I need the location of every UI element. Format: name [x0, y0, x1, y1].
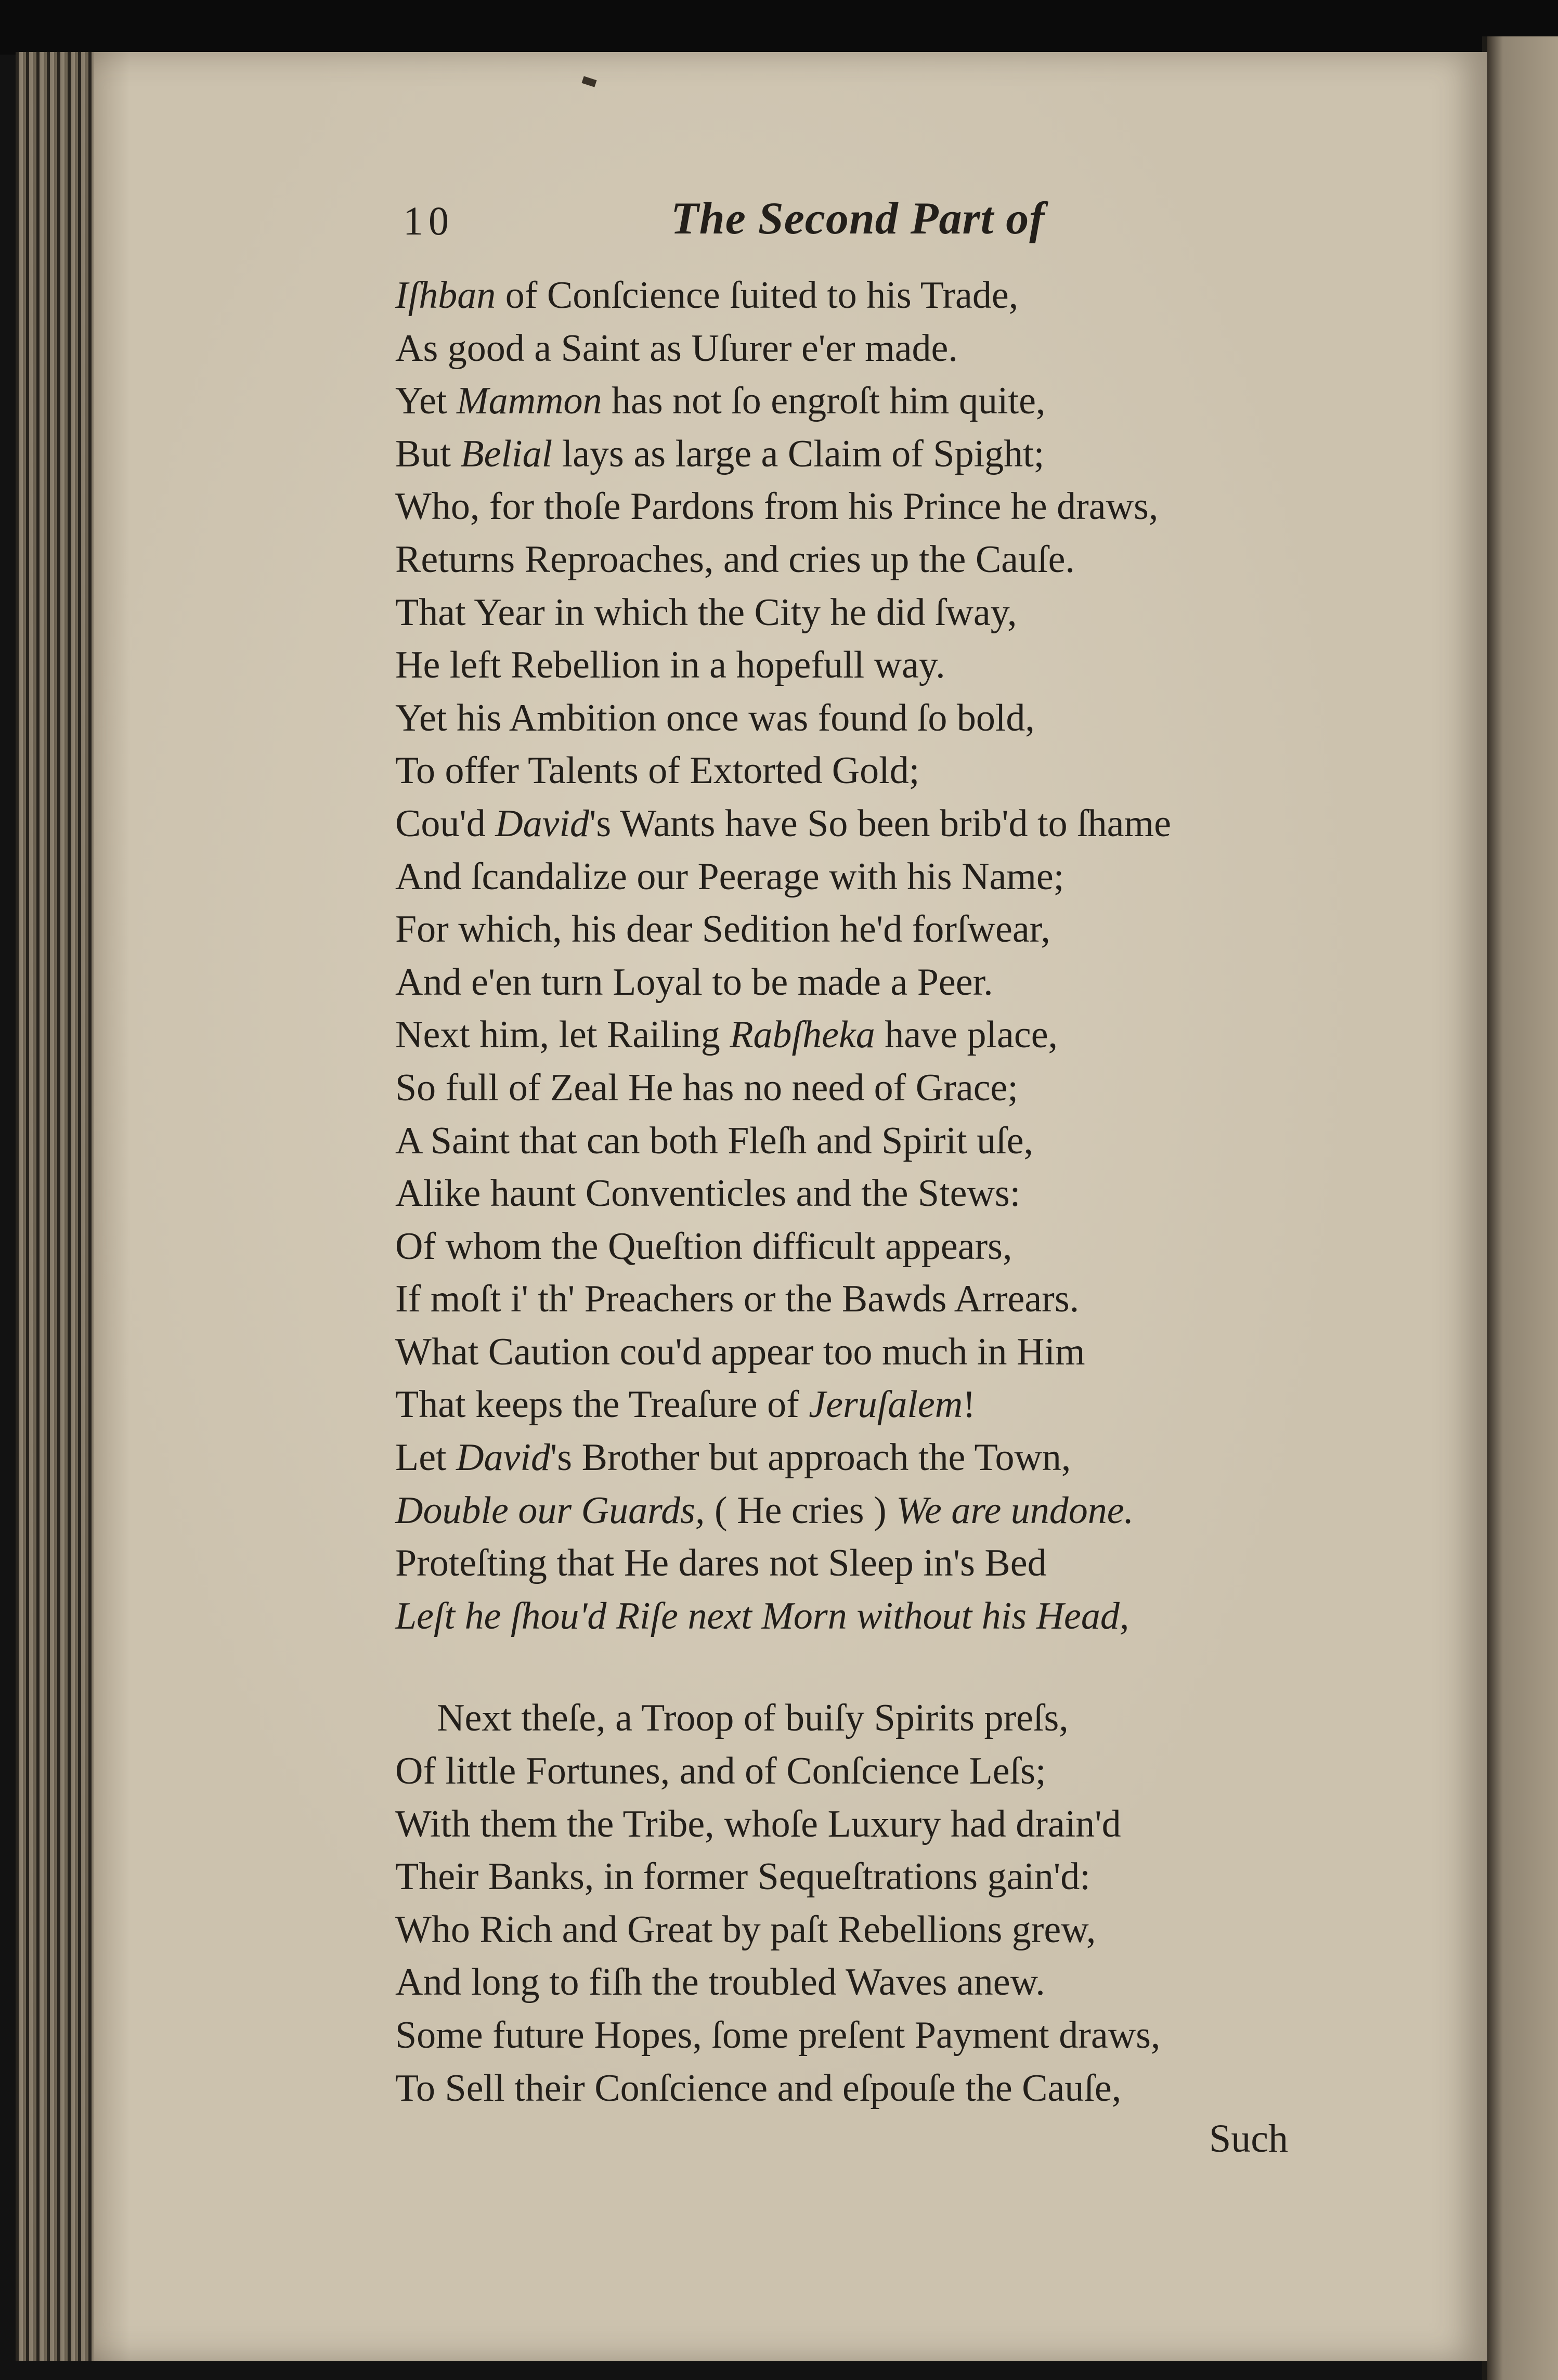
roman-text: Who Rich and Great by paſt Rebellions grew,: [395, 1908, 1096, 1951]
poem-line: [395, 1745, 1310, 1798]
poem-line: [395, 587, 1310, 640]
poem-line: [395, 1485, 1310, 1538]
italic-text: We are undone.: [896, 1489, 1134, 1532]
poem-line: [395, 745, 1310, 798]
italic-text: David: [495, 802, 590, 845]
poem-line: [395, 375, 1310, 428]
roman-text: But: [395, 432, 461, 475]
stanza-1: [395, 269, 1310, 1643]
poem-line: [395, 534, 1310, 587]
roman-text: has not ſo engroſt him quite,: [602, 380, 1046, 423]
roman-text: Cou'd: [395, 802, 496, 845]
poem-line: [395, 480, 1310, 534]
roman-text: Next theſe, a Troop of buiſy Spirits preſs,: [437, 1697, 1069, 1740]
poem-line: [395, 1904, 1310, 1957]
roman-text: Yet his Ambition once was found ſo bold,: [395, 696, 1035, 739]
poem-line: [395, 851, 1310, 904]
roman-text: Who, for thoſe Pardons from his Prince he draws,: [395, 485, 1159, 528]
roman-text: lays as large a Claim of Spight;: [552, 432, 1045, 475]
poem-line: [395, 1115, 1310, 1168]
poem-line: [395, 798, 1310, 851]
roman-text: That Year in which the City he did ſway,: [395, 591, 1017, 634]
roman-text: Some future Hopes, ſome preſent Payment draws,: [395, 2014, 1161, 2057]
italic-text: Mammon: [456, 380, 602, 423]
roman-text: 's Wants have So been brib'd to ſhame: [589, 802, 1171, 845]
roman-text: !: [963, 1383, 976, 1426]
roman-text: Yet: [395, 380, 457, 423]
roman-text: And e'en turn Loyal to be made a Peer.: [395, 960, 993, 1004]
poem-line: [395, 322, 1310, 375]
italic-text: Rabſheka: [730, 1013, 875, 1057]
roman-text: That keeps the Treaſure of: [395, 1383, 809, 1426]
poem-line: [395, 269, 1310, 322]
poem-line: [395, 1537, 1310, 1590]
poem-line: [395, 1590, 1310, 1643]
roman-text: And ſcandalize our Peerage with his Name;: [395, 855, 1064, 898]
roman-text: Next him, let Railing: [395, 1013, 730, 1057]
roman-text: Their Banks, in former Sequeſtrations gain'd:: [395, 1855, 1090, 1898]
roman-text: He left Rebellion in a hopefull way.: [395, 644, 945, 687]
roman-text: Of little Fortunes, and of Conſcience Leſs;: [395, 1750, 1046, 1793]
roman-text: So full of Zeal He has no need of Grace;: [395, 1066, 1018, 1109]
italic-text: Double our Guards,: [395, 1489, 705, 1532]
poem-line: [395, 428, 1310, 481]
roman-text: To Sell their Conſcience and eſpouſe the Cauſe,: [395, 2066, 1122, 2110]
italic-text: Belial: [460, 432, 553, 475]
roman-text: Let: [395, 1436, 457, 1479]
roman-text: 's Brother but approach the Town,: [550, 1436, 1071, 1479]
roman-text: ( He cries ): [705, 1489, 897, 1532]
stanza-break: [395, 1643, 1310, 1692]
italic-text: Leſt he ſhou'd Riſe next Morn without his Head,: [395, 1594, 1129, 1637]
italic-text: David: [456, 1436, 550, 1479]
poem-line: [395, 956, 1310, 1009]
roman-text: If moſt i' th' Preachers or the Bawds Arrears.: [395, 1278, 1080, 1321]
roman-text: have place,: [875, 1013, 1058, 1057]
facing-page-edge: [1487, 36, 1558, 2380]
poem-line: [395, 1378, 1310, 1432]
poem-line: [395, 1432, 1310, 1485]
roman-text: Of whom the Queſtion difficult appears,: [395, 1225, 1012, 1268]
poem-line: [395, 1167, 1310, 1220]
page-edges: [16, 52, 101, 2361]
roman-text: For which, his dear Sedition he'd forſwear,: [395, 908, 1050, 951]
poem-line: [395, 1798, 1310, 1851]
catchword: Such: [1209, 2117, 1288, 2161]
poem-line: [395, 1009, 1310, 1062]
poem-line: [395, 692, 1310, 745]
roman-text: Alike haunt Conventicles and the Stews:: [395, 1172, 1021, 1215]
poem-line: [395, 1956, 1310, 2009]
poem-line: [395, 903, 1310, 956]
roman-text: To offer Talents of Extorted Gold;: [395, 749, 920, 792]
roman-text: Returns Reproaches, and cries up the Cauſe.: [395, 538, 1075, 581]
poem-line: [395, 1220, 1310, 1273]
poem-line: [395, 2009, 1310, 2062]
poem-line: [395, 1692, 1310, 1745]
poem-line: [395, 2062, 1310, 2115]
roman-text: of Conſcience ſuited to his Trade,: [496, 274, 1019, 317]
poem-line: [395, 1326, 1310, 1379]
roman-text: With them the Tribe, whoſe Luxury had drain'd: [395, 1802, 1121, 1845]
roman-text: A Saint that can both Fleſh and Spirit uſe,: [395, 1119, 1034, 1162]
roman-text: And long to fiſh the troubled Waves anew.: [395, 1961, 1045, 2004]
stanza-2: [395, 1692, 1310, 2115]
italic-text: Iſhban: [395, 274, 496, 317]
roman-text: As good a Saint as Uſurer e'er made.: [395, 327, 958, 370]
page-number: 10: [403, 198, 454, 243]
roman-text: What Caution cou'd appear too much in Him: [395, 1330, 1085, 1373]
italic-text: Jeruſalem: [809, 1383, 963, 1426]
poem-line: [395, 1062, 1310, 1115]
roman-text: Proteſting that He dares not Sleep in's Bed: [395, 1542, 1047, 1585]
poem-line: [395, 639, 1310, 692]
poem-line: [395, 1851, 1310, 1904]
poem-body: [395, 269, 1310, 2115]
scan-background: [0, 0, 1558, 55]
poem-line: [395, 1273, 1310, 1326]
running-title: The Second Part of: [671, 193, 1045, 244]
